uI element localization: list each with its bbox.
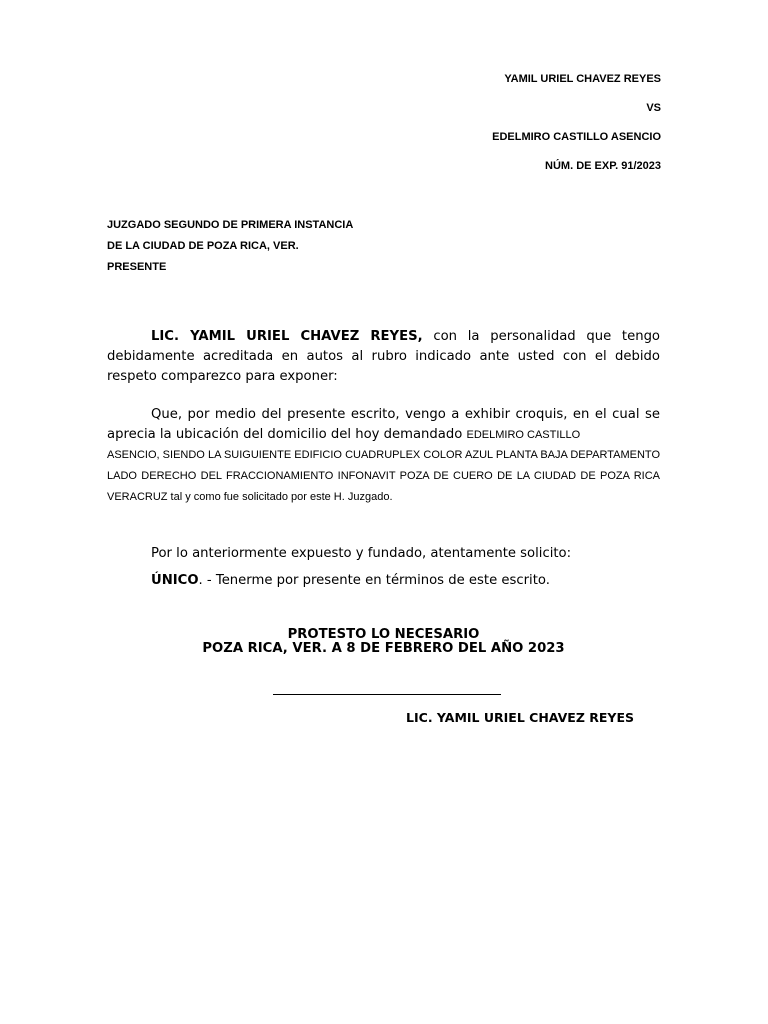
paragraph-appearance-text: con la personalidad que tengo debidamente acreditada en autos al rubro indicado ante usted con el debido respeto comparezco para exponer: bbox=[107, 329, 661, 384]
case-header bbox=[492, 72, 661, 188]
closing-block bbox=[107, 628, 660, 656]
defendant-name-inline: EDELMIRO CASTILLO bbox=[466, 429, 581, 441]
paragraph-appearance bbox=[107, 327, 660, 387]
unique-text: . - Tenerme por presente en términos de este escrito. bbox=[198, 573, 550, 588]
signer-name: LIC. YAMIL URIEL CHAVEZ REYES bbox=[406, 710, 634, 725]
paragraph-unique bbox=[151, 571, 550, 591]
paragraph-exhibit-text: Que, por medio del presente escrito, vengo a exhibir croquis, en el cual se aprecia la ubicación del domicilio del hoy demandado bbox=[107, 407, 660, 442]
closing-line-1: PROTESTO LO NECESARIO bbox=[287, 627, 480, 642]
addressee-block bbox=[107, 215, 353, 278]
defendant-name: EDELMIRO CASTILLO ASENCIO bbox=[492, 131, 661, 143]
addressee-line-2: DE LA CIUDAD DE POZA RICA, VER. bbox=[107, 240, 299, 252]
paragraph-exhibit bbox=[107, 405, 660, 508]
plaintiff-name: YAMIL URIEL CHAVEZ REYES bbox=[504, 73, 661, 85]
signature-line bbox=[273, 694, 501, 695]
paragraph-request: Por lo anteriormente expuesto y fundado, atentamente solicito: bbox=[151, 546, 572, 561]
case-number: NÚM. DE EXP. 91/2023 bbox=[545, 160, 661, 172]
paragraph-exhibit-tail: ASENCIO, SIENDO LA SUIGUIENTE EDIFICIO CUADRUPLEX COLOR AZUL PLANTA BAJA DEPARTAMENTO LADO DERECHO DEL FRACCIONAMIENTO INFONAVIT POZA DE CUERO DE LA CIUDAD DE POZA RICA VERACRUZ tal y como fue solicitado por este H. Juzgado. bbox=[107, 449, 660, 503]
addressee-line-3: PRESENTE bbox=[107, 261, 167, 273]
addressee-line-1: JUZGADO SEGUNDO DE PRIMERA INSTANCIA bbox=[107, 219, 354, 231]
lawyer-name: LIC. YAMIL URIEL CHAVEZ REYES, bbox=[151, 329, 423, 344]
closing-line-2: POZA RICA, VER. A 8 DE FEBRERO DEL AÑO 2023 bbox=[202, 641, 565, 656]
unique-label: ÚNICO bbox=[151, 573, 199, 588]
versus-label: VS bbox=[646, 102, 661, 114]
